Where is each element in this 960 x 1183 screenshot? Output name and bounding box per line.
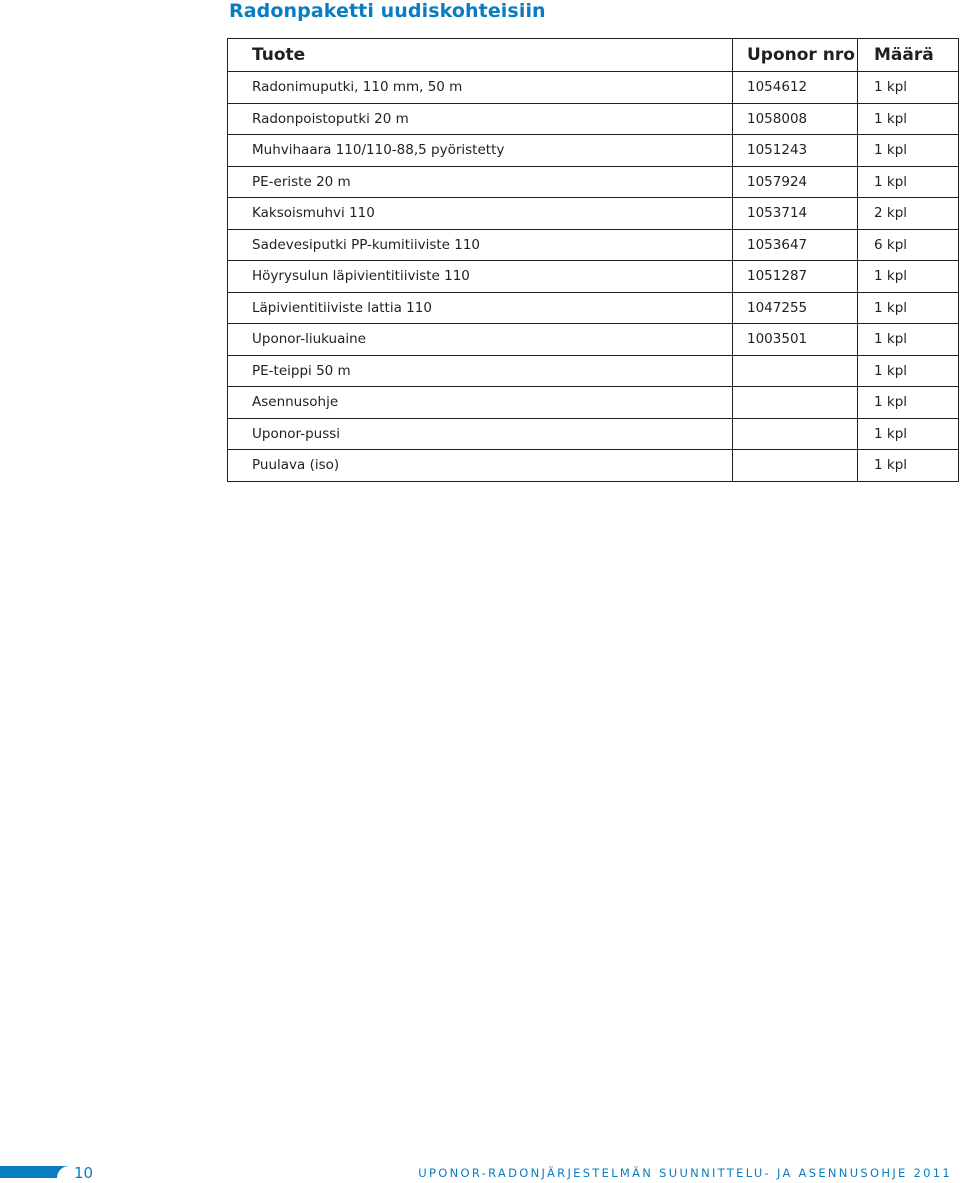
product-name: PE-eriste 20 m <box>228 166 733 198</box>
product-quantity: 2 kpl <box>858 198 959 230</box>
table-row <box>228 135 959 167</box>
product-name: Sadevesiputki PP-kumitiiviste 110 <box>228 229 733 261</box>
product-code: 1053647 <box>733 229 858 261</box>
product-name: Läpivientitiiviste lattia 110 <box>228 292 733 324</box>
table-header-row <box>228 39 959 72</box>
table-row <box>228 198 959 230</box>
product-quantity: 1 kpl <box>858 166 959 198</box>
parts-table <box>227 38 959 482</box>
product-code <box>733 355 858 387</box>
product-code: 1051243 <box>733 135 858 167</box>
product-code <box>733 450 858 482</box>
product-quantity: 6 kpl <box>858 229 959 261</box>
product-name: Kaksoismuhvi 110 <box>228 198 733 230</box>
product-code <box>733 418 858 450</box>
product-code: 1003501 <box>733 324 858 356</box>
product-code <box>733 387 858 419</box>
table-row <box>228 261 959 293</box>
table-row <box>228 166 959 198</box>
table-row <box>228 292 959 324</box>
product-quantity: 1 kpl <box>858 135 959 167</box>
product-quantity: 1 kpl <box>858 103 959 135</box>
product-code: 1047255 <box>733 292 858 324</box>
product-name: Radonimuputki, 110 mm, 50 m <box>228 72 733 104</box>
product-quantity: 1 kpl <box>858 418 959 450</box>
column-header-code: Uponor nro <box>733 39 858 72</box>
table-row <box>228 103 959 135</box>
product-name: Muhvihaara 110/110-88,5 pyöristetty <box>228 135 733 167</box>
product-name: PE-teippi 50 m <box>228 355 733 387</box>
column-header-quantity: Määrä <box>858 39 959 72</box>
table-row <box>228 450 959 482</box>
product-quantity: 1 kpl <box>858 324 959 356</box>
product-quantity: 1 kpl <box>858 261 959 293</box>
table-row <box>228 387 959 419</box>
product-name: Asennusohje <box>228 387 733 419</box>
product-name: Radonpoistoputki 20 m <box>228 103 733 135</box>
column-header-product: Tuote <box>228 39 733 72</box>
product-name: Puulava (iso) <box>228 450 733 482</box>
product-quantity: 1 kpl <box>858 450 959 482</box>
product-quantity: 1 kpl <box>858 72 959 104</box>
section-heading: Radonpaketti uudiskohteisiin <box>229 0 546 22</box>
product-code: 1054612 <box>733 72 858 104</box>
table-row <box>228 72 959 104</box>
product-name: Höyrysulun läpivientitiiviste 110 <box>228 261 733 293</box>
page-number: 10 <box>74 1164 94 1182</box>
table-row <box>228 418 959 450</box>
product-code: 1058008 <box>733 103 858 135</box>
product-code: 1053714 <box>733 198 858 230</box>
product-name: Uponor-pussi <box>228 418 733 450</box>
product-quantity: 1 kpl <box>858 292 959 324</box>
product-name: Uponor-liukuaine <box>228 324 733 356</box>
product-code: 1057924 <box>733 166 858 198</box>
table-row <box>228 229 959 261</box>
product-quantity: 1 kpl <box>858 387 959 419</box>
table-row <box>228 355 959 387</box>
footer-publication-title: UPONOR-RADONJÄRJESTELMÄN SUUNNITTELU- JA ASENNUSOHJE 2011 <box>418 1166 952 1180</box>
product-quantity: 1 kpl <box>858 355 959 387</box>
product-code: 1051287 <box>733 261 858 293</box>
table-row <box>228 324 959 356</box>
